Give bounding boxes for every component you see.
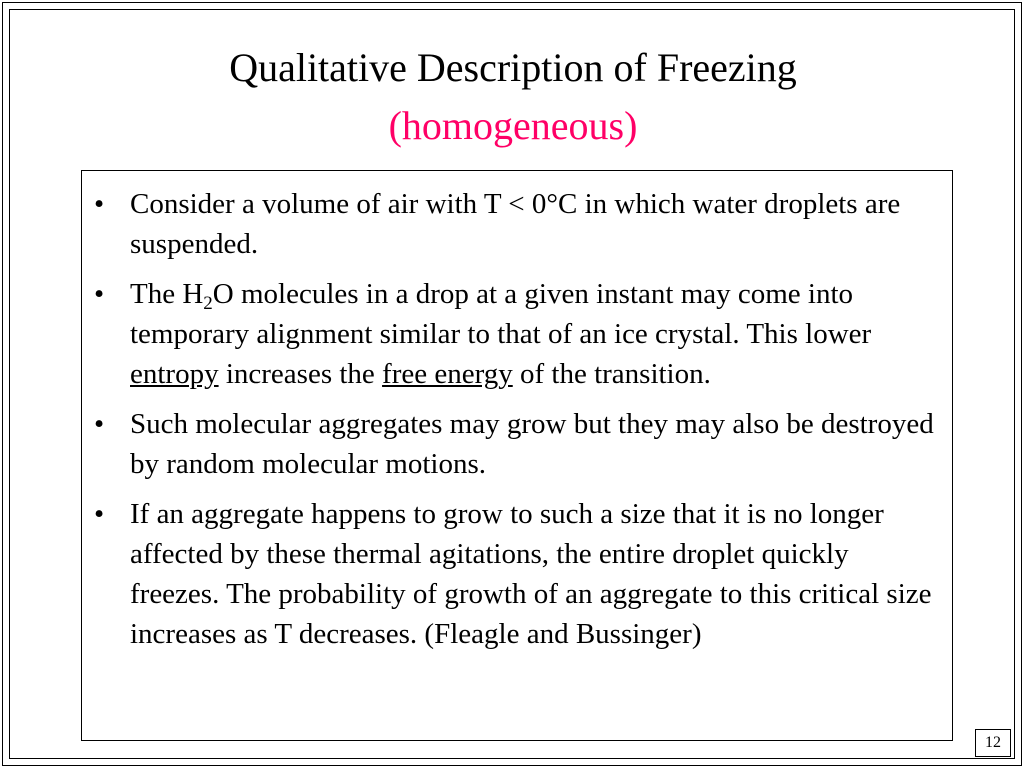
bullet-item-2 <box>82 274 952 394</box>
bullet-item-1 <box>82 184 952 264</box>
free-energy-link[interactable]: free energy <box>382 358 513 390</box>
bullet-marker: • <box>94 278 105 310</box>
bullet-text-part: increases the <box>218 358 383 390</box>
bullet-text: Consider a volume of air with T < 0°C in which water droplets are suspended. <box>130 188 901 260</box>
bullet-text: Such molecular aggregates may grow but they may also be destroyed by random molecular motions. <box>130 408 934 480</box>
bullet-text-part: The H <box>130 278 204 310</box>
bullet-text-part: O molecules in a drop at a given instant may come into temporary alignment similar to that of an ice crystal. This lower <box>130 278 872 350</box>
bullet-marker: • <box>94 188 105 220</box>
page-number: 12 <box>975 729 1011 757</box>
content-box <box>81 170 953 741</box>
bullet-item-3 <box>82 404 952 484</box>
bullet-list <box>82 171 952 654</box>
bullet-marker: • <box>94 498 105 530</box>
slide-subtitle: (homogeneous) <box>388 103 638 148</box>
bullet-item-4 <box>82 494 952 654</box>
slide-title: Qualitative Description of Freezing <box>229 45 797 90</box>
bullet-text-part: of the transition. <box>512 358 711 390</box>
bullet-text: If an aggregate happens to grow to such a size that it is no longer affected by these thermal agitations, the entire droplet quickly freezes. The probability of growth of an aggregate to this critical size increases as T decreases. (Fleagle and Bussinger) <box>130 498 932 650</box>
bullet-marker: • <box>94 408 105 440</box>
slide <box>2 2 1022 766</box>
subscript-2: 2 <box>203 293 213 314</box>
entropy-link[interactable]: entropy <box>130 358 219 390</box>
